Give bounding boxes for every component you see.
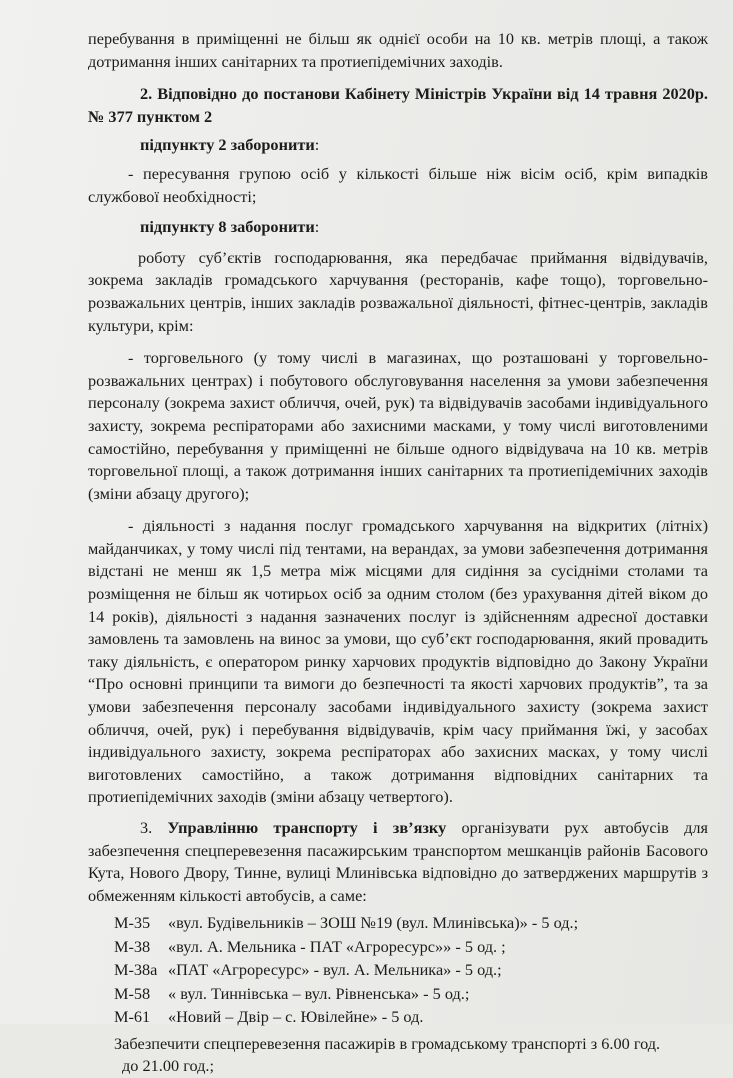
paragraph-schedule: Забезпечити спецперевезення пасажирів в громадському транспорті з 6.00 год. bbox=[114, 1033, 661, 1053]
route-code: М-35 bbox=[114, 913, 151, 933]
document-body bbox=[88, 28, 708, 1078]
subpoint-8-colon: : bbox=[314, 217, 320, 237]
section-number: 3. bbox=[140, 818, 153, 837]
subpoint-2-label: підпункту 2 заборонити bbox=[140, 135, 315, 155]
route-item bbox=[88, 911, 708, 935]
route-item bbox=[88, 982, 708, 1006]
paragraph-food: - діяльності з надання послуг громадського харчування на відкритих (літніх) майданчиках, у тому числі під тентами, на верандах, за умови забезпечення дотримання відстані не менш як 1,5 метра між місцями для сидіння за сусідніми столами та розміщення не більш як чотирьох осіб за одним столом (без урахування дітей віком до 14 років), діяльності з надання зазначених послуг із здійсненням адресної доставки замовлень та замовлень на винос за умови, що суб’єкт господарювання, який провадить таку діяльність, є оператором ринку харчових продуктів відповідно до Закону України “Про основні принципи та вимоги до безпечності та якості харчових продуктів”, та за умови забезпечення персоналу засобами індивідуального захисту (зокрема захист обличчя, очей, рук) і перебування відвідувачів, крім часу приймання їжі, у засобах індивідуального захисту, зокрема респіраторах або захисних масках, у тому числі виготовлених самостійно, а також дотримання відповідних санітарних та протиепідемічних заходів (зміни абзацу четвертого). bbox=[88, 516, 708, 807]
route-item bbox=[88, 935, 708, 959]
route-text: « вул. Тиннівська – вул. Рівненська» - 5 од.; bbox=[168, 983, 470, 1003]
route-code: М-58 bbox=[114, 983, 151, 1003]
section-3-text: організувати рух автобусів для забезпечення спецперевезення пасажирським транспортом мешканців районів Басового Кута, Нового Двору, Тинне, вулиці Млинівська відповідно до затверджених маршрутів з обмеженням кількості автобусів, а саме: bbox=[88, 818, 709, 905]
paragraph-work: роботу суб’єктів господарювання, яка передбачає приймання відвідувачів, зокрема закладів громадського харчування (ресторанів, кафе тощо), торговельно-розважальних центрів, інших закладів розважальної діяльності, фітнес-центрів, закладів культури, крім: bbox=[88, 247, 708, 335]
section-3-paragraph bbox=[88, 817, 708, 907]
route-text: «ПАТ «Агроресурс» - вул. А. Мельника» - 5 од.; bbox=[168, 960, 502, 980]
route-code: М-38а bbox=[114, 960, 158, 980]
section-3-bold: Управлінню транспорту і зв’язку bbox=[167, 818, 447, 837]
paragraph-trade: - торговельного (у тому числі в магазинах, що розташовані у торговельно-розважальних центрах) і побутового обслуговування населення за умови забезпечення персоналу (зокрема захист обличчя, очей, рук) та відвідувачів засобами індивідуального захисту, зокрема респіраторами або захисними масками, у тому числі виготовленими самостійно, перебування у приміщенні не більше одного відвідувача на 10 кв. метрів торговельної площі, а також дотримання інших санітарних та протиепідемічних заходів (зміни абзацу другого); bbox=[88, 348, 708, 503]
section-2-heading bbox=[88, 83, 708, 128]
route-text: «вул. А. Мельника - ПАТ «Агроресурс»» - 5 од. ; bbox=[168, 936, 506, 956]
routes-list bbox=[88, 911, 708, 1029]
subpoint-2-heading bbox=[88, 134, 708, 157]
subpoint-2-colon: : bbox=[314, 135, 320, 155]
paragraph-continuation: перебування в приміщенні не більш як однієї особи на 10 кв. метрів площі, а також дотримання інших санітарних та протиепідемічних заходів. bbox=[88, 29, 708, 71]
route-code: М-61 bbox=[114, 1007, 151, 1027]
route-code: М-38 bbox=[114, 936, 151, 956]
route-text: «вул. Будівельників – ЗОШ №19 (вул. Млинівська)» - 5 од.; bbox=[168, 913, 579, 933]
section-2-text: Відповідно до постанови Кабінету Міністрів України від 14 травня 2020р. № 377 пунктом 2 bbox=[88, 84, 709, 126]
paragraph-schedule-end: до 21.00 год.; bbox=[122, 1056, 215, 1076]
paragraph-movement: - пересування групою осіб у кількості більше ніж вісім осіб, крім випадків службової необхідності; bbox=[88, 163, 708, 206]
route-item bbox=[88, 958, 708, 982]
route-item bbox=[88, 1005, 708, 1029]
subpoint-8-heading bbox=[88, 216, 708, 239]
subpoint-8-label: підпункту 8 заборонити bbox=[140, 217, 315, 237]
section-number: 2. bbox=[140, 84, 153, 104]
route-text: «Новий – Двір – с. Ювілейне» - 5 од. bbox=[168, 1007, 424, 1027]
